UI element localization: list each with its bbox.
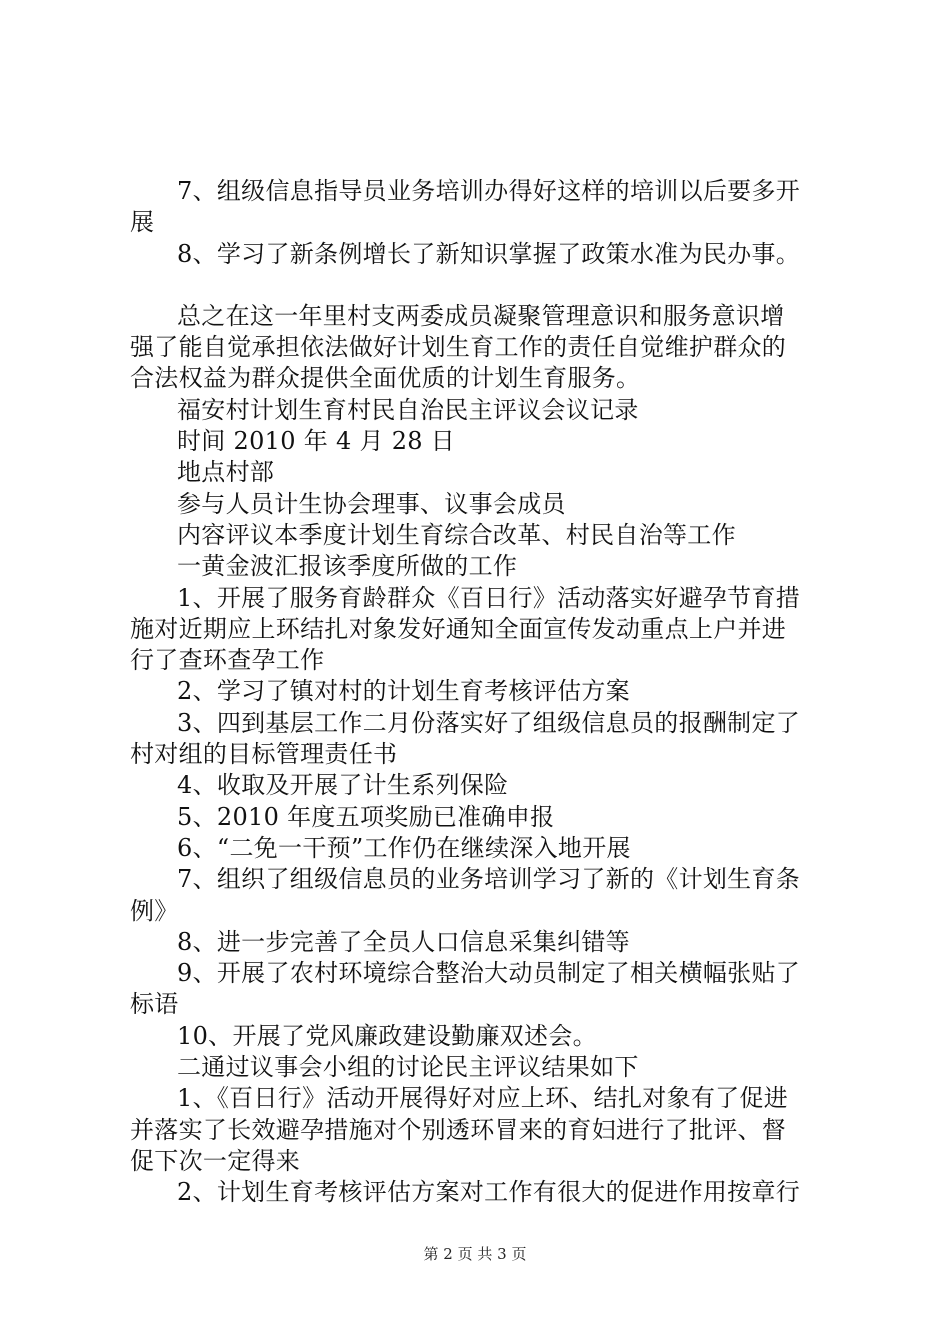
section-heading: 二通过议事会小组的讨论民主评议结果如下 xyxy=(177,1053,639,1082)
blank-line xyxy=(130,270,830,301)
paragraph-line: 8、学习了新条例增长了新知识掌握了政策水准为民办事。 xyxy=(177,239,801,268)
list-item-continuation: 例》 xyxy=(130,896,179,925)
list-item-continuation: 促下次一定得来 xyxy=(130,1146,301,1175)
list-item: 9、开展了农村环境综合整治大动员制定了相关横幅张贴了 xyxy=(177,959,801,988)
record-title: 福安村计划生育村民自治民主评议会议记录 xyxy=(177,395,639,424)
list-item: 6、“二免一干预”工作仍在继续深入地开展 xyxy=(177,833,631,862)
meeting-location: 地点村部 xyxy=(177,458,275,487)
list-item: 2、学习了镇对村的计划生育考核评估方案 xyxy=(177,677,630,706)
meeting-participants: 参与人员计生协会理事、议事会成员 xyxy=(177,489,566,518)
paragraph-line: 合法权益为群众提供全面优质的计划生育服务。 xyxy=(130,364,641,393)
page-number: 第 2 页 共 3 页 xyxy=(423,1245,527,1263)
list-item-continuation: 行了查环查孕工作 xyxy=(130,646,325,675)
meeting-content: 内容评议本季度计划生育综合改革、村民自治等工作 xyxy=(177,520,736,549)
list-item: 2、计划生育考核评估方案对工作有很大的促进作用按章行 xyxy=(177,1178,801,1207)
document-body xyxy=(130,176,830,1209)
paragraph-line: 7、组级信息指导员业务培训办得好这样的培训以后要多开 xyxy=(177,177,801,205)
page-footer xyxy=(0,1244,950,1264)
section-heading: 一黄金波汇报该季度所做的工作 xyxy=(177,552,518,581)
paragraph-line: 总之在这一年里村支两委成员凝聚管理意识和服务意识增 xyxy=(177,301,785,330)
paragraph-line: 展 xyxy=(130,208,155,237)
list-item: 7、组织了组级信息员的业务培训学习了新的《计划生育条 xyxy=(177,865,801,894)
list-item: 5、2010 年度五项奖励已准确申报 xyxy=(177,802,555,831)
list-item-continuation: 标语 xyxy=(130,990,179,1019)
meeting-time: 时间 2010 年 4 月 28 日 xyxy=(177,427,456,456)
list-item: 1、《百日行》活动开展得好对应上环、结扎对象有了促进 xyxy=(177,1084,789,1113)
list-item: 4、收取及开展了计生系列保险 xyxy=(177,771,509,800)
list-item: 10、开展了党风廉政建设勤廉双述会。 xyxy=(177,1021,597,1050)
list-item-continuation: 施对近期应上环结扎对象发好通知全面宣传发动重点上户并进 xyxy=(130,614,787,643)
list-item: 1、开展了服务育龄群众《百日行》活动落实好避孕节育措 xyxy=(177,583,801,612)
list-item-continuation: 村对组的目标管理责任书 xyxy=(130,740,398,769)
list-item-continuation: 并落实了长效避孕措施对个别透环冒来的育妇进行了批评、督 xyxy=(130,1115,787,1144)
list-item: 3、四到基层工作二月份落实好了组级信息员的报酬制定了 xyxy=(177,708,801,737)
paragraph-line: 强了能自觉承担依法做好计划生育工作的责任自觉维护群众的 xyxy=(130,333,787,362)
list-item: 8、进一步完善了全员人口信息采集纠错等 xyxy=(177,927,630,956)
